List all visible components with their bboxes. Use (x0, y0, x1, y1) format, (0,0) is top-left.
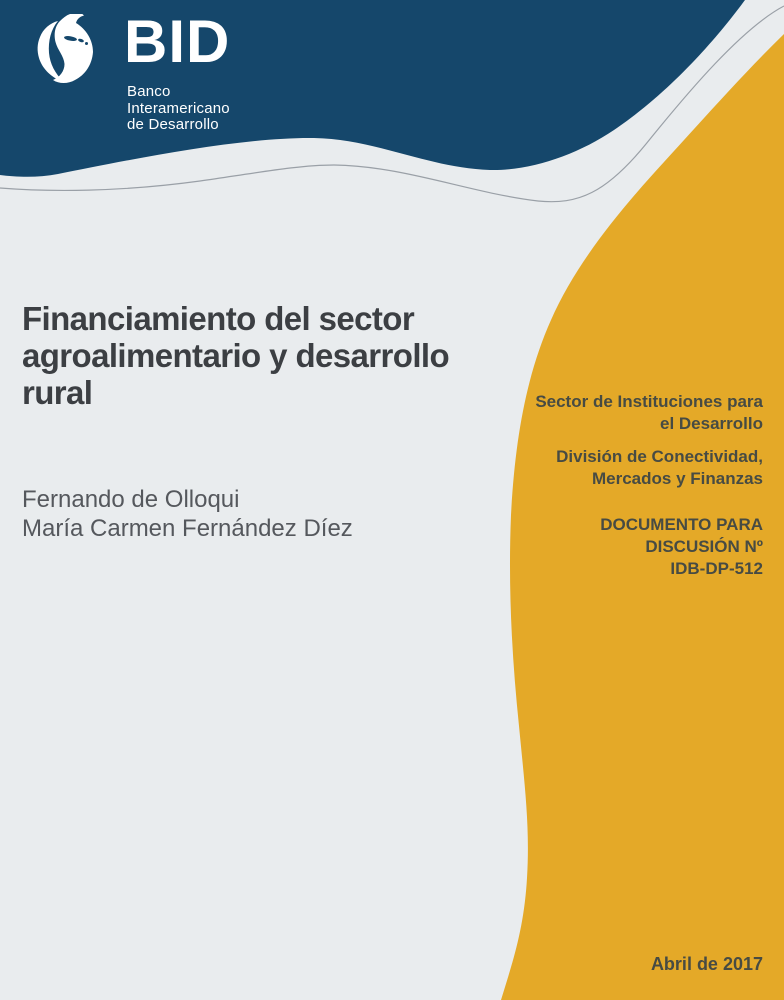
doc-line3: IDB-DP-512 (670, 559, 763, 578)
sector-line2: el Desarrollo (660, 414, 763, 433)
logo-name-line1: Banco Interamericano (127, 83, 230, 117)
division-line2: Mercados y Finanzas (591, 469, 763, 488)
title-line2: agroalimentario y desarrollo (22, 337, 450, 374)
idb-globe-icon (37, 14, 107, 86)
document-number-label (463, 514, 763, 580)
sector-line1: Sector de Instituciones para (535, 392, 763, 411)
author-name: María Carmen Fernández Díez (22, 515, 353, 542)
globe-islands-icon (85, 42, 88, 45)
division-line1: División de Conectividad, (556, 447, 763, 466)
doc-line1: DOCUMENTO PARA (600, 515, 763, 534)
title-line3: rural (22, 374, 93, 411)
title-line1: Financiamiento del sector (22, 300, 415, 337)
logo-name-line2: de Desarrollo (127, 116, 219, 133)
header-wave-shape (0, 0, 745, 177)
division-label (463, 446, 763, 490)
document-title (22, 300, 502, 411)
authors-list (22, 485, 353, 543)
doc-line2: DISCUSIÓN Nº (645, 537, 763, 556)
logo-acronym: BID (124, 8, 231, 75)
sector-label (463, 391, 763, 435)
publication-date: Abril de 2017 (650, 954, 763, 974)
author-name: Fernando de Olloqui (22, 486, 240, 513)
